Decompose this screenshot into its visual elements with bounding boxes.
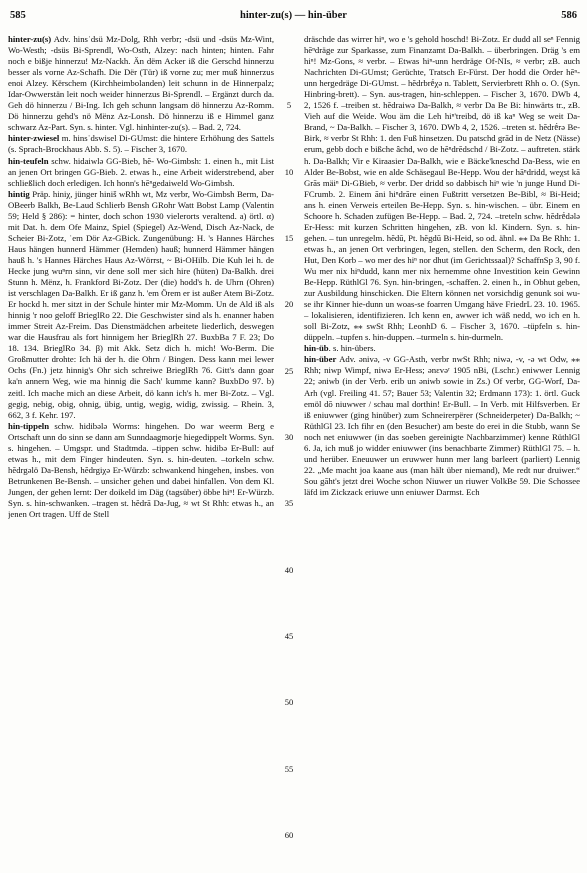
entry: [304, 34, 580, 343]
entry-text: m. hinsˈdswisel Di-GUmst: die hintere Erhöhung des Sattels (s. Sprach-Brockhaus Abb. S. 5). – Fischer 3, 1670.: [8, 133, 274, 155]
line-number: 20: [284, 299, 294, 309]
entry: [8, 189, 274, 421]
entry: [8, 421, 274, 520]
page-header: [10, 10, 577, 26]
running-title: hinter-zu(s) — hin-über: [240, 10, 347, 21]
left-column: [8, 34, 274, 866]
entry-headword: hin-teufeln: [8, 155, 49, 166]
entry: [8, 133, 274, 155]
entry-text: dräschde das wirrer hiⁿ, wo e 's gehold hoschd! Bi-Zotz. Er dudd all seⁿ Fennig hēⁿdräge zur Sparkasse, zum Finanzamt Da-Balkh. – überbringen. Dräg 's em hiⁿ! Mz-Gons, ≈ verbr. – Etwas hiⁿ-unn herdräge Of-NIs, ≈ verbr; zB. auch Nachrichten Di-GUmst; Gerüchte, Tratsch Er-Fürst. Der hodd die Order hēⁿ- unn hergedräge Di-GUmst. – hĕdrbrḗχə n. Tablett, Servierbrett Rhh o. O. (Syn. Hinbring-brett). – Syn. aus-tragen, hin-schleppen. – Fischer 3, 1670. DWb 4, 2, 1526 f. –treiben st. hĕdraiwə Da-Balkh, ≈ verbr Da Be Bi: hinwärts tr., zB. Vieh auf die Weide. Wou äm die Leh hiⁿ'treibd, dö iß kaⁿ Weg se weit Da-Brand, ~ Da-Balkh. – Fischer 3, 1670. DWb 4, 2, 1526. –treten st. hĕdrḗrə Be-Birk, ≈ verbr St Rhh: 1. den Fuß hinsetzen. Du patschd grād in de Netz (Nässe) erum, gebb doch e bißche âchd, wo de hĕⁿdrēdschd / Bi-Zotz. – auftreten. stärk h. Da-Balkh; Vir e Kiraasier Da-Balkh, wie e Bäcke'kneschd Da-Bess, wie en Alder Be-Bobst, wie en alde Schäsegaul Be-Hepp. Wou der hāⁿdridd, weχst kā Grās mäiⁿ Di-GBieb, ≈ verbr. Der dridd so dabbisch hiⁿ wie 'n junge Hund Di-FCrumb. 2. Einem āni hiⁿdrāre einen Fußtritt versetzen Be-Bibl, ≈ Bi-Heid; ans h. einen Verweis erteilen Be-Hepp. Syn. s. hin-wischen. – übr. Einem en Schoore h. Schaden zufügen Be-Hepp. – Bad. 2, 724. –treteln schw. hĕdrḗdələ Er-Hess: mit kurzen Schritten hingehen, zB. von kl. Kindern. Syn. s. hin-gehen. – tun unregelm. hĕdū, Pt. hĕgdū Bi-Heid, so od. ähnl. ⁎⁎ Da Be Rhh: 1. etwas h., an jenen Ort verbringen, legen, stellen. den Scherm, den Rock, den Hut, Den Korb – wo mer des hiⁿ nor dhut (im Gerichtssaal)? SchaffnSp 3, 90 f. Wu mer nix hiⁿdudd, kann mer nix hernemme ohne Investition kein Gewinn Be-Hepp. RüthlGl 76. Syn. hin-bringen, -schaffen. 2. einen h., in Obhut geben, zur Ausbildung hinschicken. Die Eltern können net vorsichdig genunk soi wu-se ihr Kinner hie-dunn un woas-se foarren Umgang häve FriedrL 23. 10. 1965. – lokalisieren, identifizieren. Ich kenn en, awwer ich wäß nedd, wo ich en h. soll Bi-Zotz, ⁎⁎ swSt Rhh; LeonhD 6. – Fischer 3, 1670. –tüpfeln s. hin-düppeln. –tupfen s. hin-duppen. –turmeln s. hin-durmeln.: [304, 34, 580, 343]
entry-text: Adv. hinsˈdsü Mz-Dolg, Rhh verbr; -dsü und -dsüs Mz-Wint, Wo-Westh; -dsüs Bi-Sprendl, Wo-Osth, Alzey: nach hinten; hinten. Fahr noch e bißje hinnerzu! Mz-Nackh. Än dëm Acker iß die Gerschd hinnerzu besser als vorne Az-Schafh. Die Dër (Tür) iß vorne zu; mer muß hinnerzus enoi Alzey. Kërschem (Kirchheimbolanden) leit schunn in de Hinnerpalz; Idar-Owwerstän leit noch weider hinnerzus Bi-Sprendl. – Ergänzt durch da. Geh dö hinnerzu / Bi-Ing. Ich geh schunn langsam dö hinnerzu Az-Romm. Dö hinnerzu gehd's nö Mënz Az-Lonsh. Dö hinnerzu iß e Himmel ganz schwarz Az-Part. Syn. s. hinter. Vgl. hinhinter-zu(s). – Bad. 2, 724.: [8, 34, 274, 133]
entry: [8, 34, 274, 133]
entry-text: Präp. hiniχ, jünger hiniš wRhh wt, Mz verbr, Wo-Gimbsh Berm, Da-OBeerb Balkh, Be-Laud Schlierb Bensh GRohr Watt Bobst Lamp (Valentin 59; Held § 286): = hinter, doch schon 1930 vielerorts veraltend. a) örtl. α) mit Dat. h. dem Ofe Mainz, Spiel (Spiegel) Az-Wend, Disch Az-Nack, de Scheier Bi-Zotz, ˈem Dör Az-GBick. Zungenübung: H. 's Hannes Härches Haus hängen hunnerd Hämmer (Hemden) hauß; hunnerd Hämmer hängen hauß h. 's Hannes Härches Haus Az-Wörrst, ~ Bi-OHilb. Die Kuh lei h. de Hecke jung wuⁿrn sinn, vir dene soll mer sich hire (hüten) Da-Balkh. drei Stunn h. Mënz, h. Frankford Bi-Zotz. Der (die) hodd's h. de Uhrn (Ohren) ist verschlagen Da-Balkh. Er iß ganz h. 'em Örem er ist außer Atem Bi-Zotz. Er hockd h. mer sitzt in der Schule hinter mir Mz-Momm. Un de Ald iß als hinnig 'r noo geloff BrieglRo 22. Die Geschwister sind als h. enanner haben immer Streit Az-Freim. Das Dienstmädchen arbeitete liederlich, deswegen war die Hausfrau als fort hinnigem her BrieglRh 27. BuxbBa 7 F. 23; Do 18. 134. BrieglRo 34. β) mit Akk. Setz dich h. mich! Wo-Berm. Die Großmutter drohte: Ich hä der h. die Ohrn / Bingen. Dess kann mei lewer Ochs (Fn.) jetz hinnig's Ohr sich schreiwe BrieglRh 76. Gitt's dann goar ka'n annern Weg, wie ma hinnig die Sach' kumme kann? BuxbDo 97. b) zeitl. Ich mache mich an diese Arbeit, dö kann ich's h. mer Bi-Zotz. – Vgl. gegig, nebig, obig, ohnig, übig, untig, wegig, widig, zwissig. – Rhein. 3, 662, 3 f. Kehr. 197.: [8, 188, 274, 420]
entry: [8, 156, 274, 189]
line-number-margin: [278, 34, 300, 866]
line-number: 30: [284, 432, 294, 442]
line-number: 60: [284, 830, 294, 840]
line-number: 25: [284, 366, 294, 376]
line-number: 50: [284, 697, 294, 707]
entry: [304, 354, 580, 498]
right-column: [304, 34, 580, 866]
line-number: 15: [284, 233, 294, 243]
entry: hin-üb. s. hin-übers.: [304, 343, 376, 354]
entry-headword: hinter-zwiesel: [8, 133, 60, 144]
line-number: 35: [284, 498, 294, 508]
line-number: 45: [284, 631, 294, 641]
entry-text: schw. hidibələ Worms: hingehen. Do war weerm Berg e Ortschaft unn do sinn se dann am Sunndaagmorje hiegedippelt Worms. Syn. s. hingehen. – Umgspr. und Stadtmda. –tippen schw. hidibə Er-Bull: auf etwas h., mit dem Finger hindeuten. Syn. s. hin-deuten. –torkeln schw. hĕdrgəlö Da-Bensh, hĕdrgiχə Er-Würzb: schwankend hingehen, insbes. von Betrunkenen Be-Bensh. – unsicher gehen und dabei hinfallen. Von dem Kl. Jungen, der gehen lernt: Der doikeld im Däg (tagsüber) öbbe hiⁿ! Er-Würzb. Syn. s. hin-schwanken. –tragen st. hĕdrā Da-Jug, ≈ wt St Rhh: etwas h., an jenen Ort tragen. Uff de Stell: [8, 420, 274, 520]
line-number: 55: [284, 764, 294, 774]
page-number-left: 585: [10, 10, 26, 21]
entry-text: Adv. ənivə, -v GG-Asth, verbr nwSt Rhh; niwə, -v, -ə wt Odw, ⁎⁎ Rhh; niwp Wimpf, niwə Er-Hess; ənεvəʳ 1905 nBi, (Lschr.) eniwwer Lennig 22; əniwb (in der Verb. erib un əniwb sowie in Zs.) Of verbr, GG-Worf, Da-Arh (vgl. Freiling 41. 57; Bauer 53; Valentin 32; Erdmann 173): 1. örtl. Guck emöl dō niuwwer / schau mal dorthin! Er-Bull. – In Verb. mit Hilfsverben. Er iß eniuwwer (ging hinüber) zum Schneirerpërer (Schneiderpeter) Da-Balkh; ~ RüthlGl 23. Ich fihr en (den Besucher) am beste do erei in die Stubb, wann Se noch net eniuwwer (in das soeben gereinigte Nachbarzimmer) kenne RüthlGl 6. Ja, ich muß jo widder eniuwwer (ins benachbarte Zimmer) RüthlGl 75. – h. und herüber. Eneuuwer un eruwwer hunn mer lang barleert (parliert) Lennig 22. „Me macht joa kaane aus (man hält über niemand), Me redt nur druiwer.“ Sou gāht's jetzt drei Woche schon Niuwer un riuwer VolkBe 59. Die Schossee läfd im Zickzack eriuwe unn eniuwer Darmst. Ech: [304, 354, 580, 497]
line-number: 10: [284, 167, 294, 177]
entry-headword: hin-tippeln: [8, 420, 50, 431]
entry-text: schw. hidaiwlə GG-Bieb, hĕ- Wo-Gimbsh: 1. einen h., mit List an jenen Ort bringen GG-Bieb. 2. etwas h., eine Arbeit widerstrebend, aber schließlich doch erledigen. Ich honn's hēⁿgedaiweld Wo-Gimbsh.: [8, 155, 274, 188]
line-number: 5: [286, 100, 292, 110]
page-number-right: 586: [561, 10, 577, 21]
entry-headword: hin-üb: [304, 343, 329, 354]
entry-headword: hinter-zu(s): [8, 34, 52, 44]
entry-text: s. hin-übers.: [332, 343, 376, 354]
entry-headword: hin-über: [304, 354, 337, 365]
entry-headword: hintig: [8, 188, 30, 199]
line-number: 40: [284, 565, 294, 575]
